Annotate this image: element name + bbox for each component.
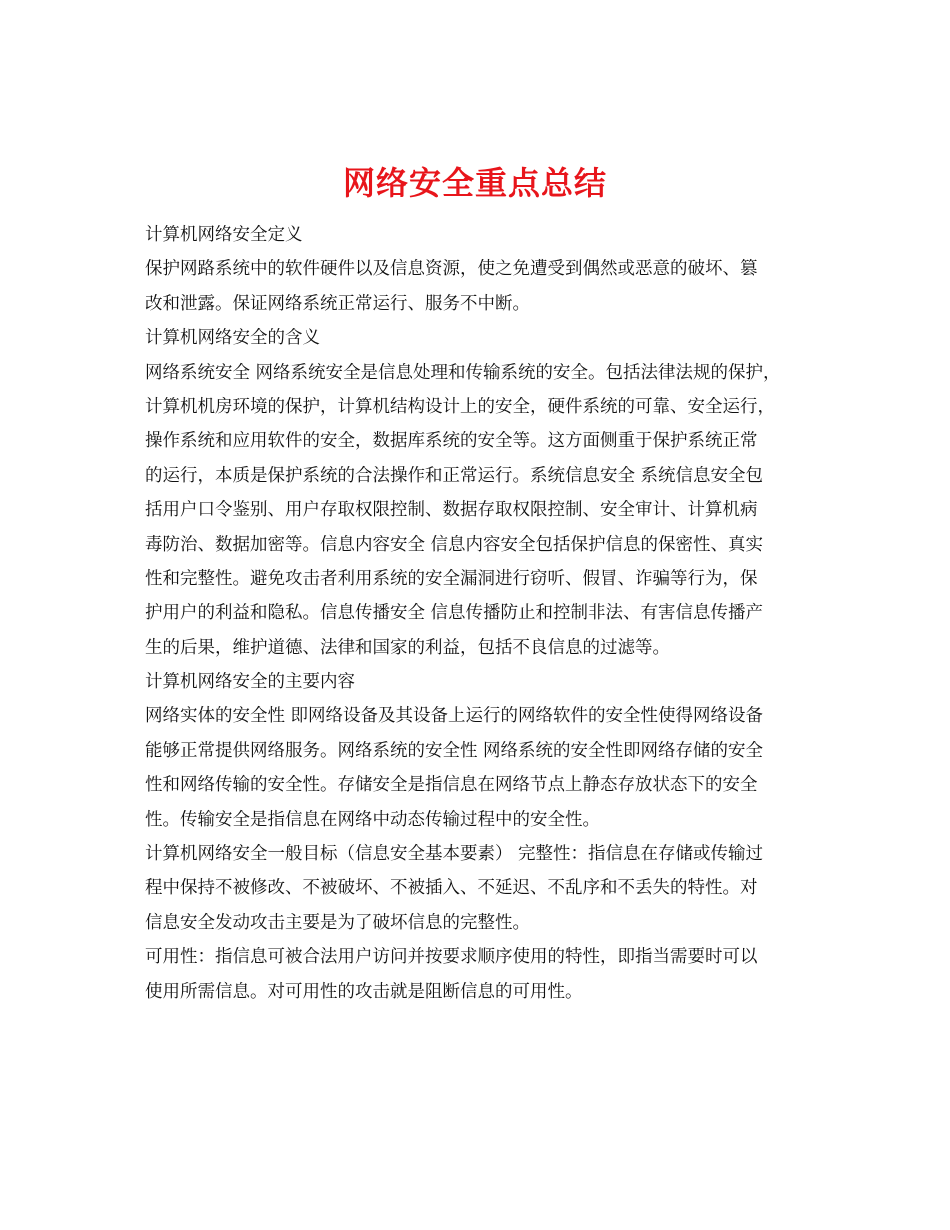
text-line: 网络实体的安全性 即网络设备及其设备上运行的网络软件的安全性使得网络设备 <box>145 706 764 727</box>
text-line: 护用户的利益和隐私。信息传播安全 信息传播防止和控制非法、有害信息传播产 <box>145 603 764 624</box>
text-line: 改和泄露。保证网络系统正常运行、服务不中断。 <box>145 293 530 314</box>
text-line: 生的后果，维护道德、法律和国家的利益，包括不良信息的过滤等。 <box>145 637 670 658</box>
text-line: 性和网络传输的安全性。存储安全是指信息在网络节点上静态存放状态下的安全 <box>145 775 758 796</box>
text-line: 操作系统和应用软件的安全，数据库系统的安全等。这方面侧重于保护系统正常 <box>145 431 758 452</box>
text-line: 计算机网络安全的含义 <box>145 328 320 349</box>
text-line: 计算机网络安全一般目标（信息安全基本要素） 完整性：指信息在存储或传输过 <box>145 844 764 865</box>
text-line: 网络系统安全 网络系统安全是信息处理和传输系统的安全。包括法律法规的保护， <box>145 362 781 383</box>
text-line: 保护网路系统中的软件硬件以及信息资源，使之免遭受到偶然或恶意的破坏、篡 <box>145 259 758 280</box>
text-line: 性。传输安全是指信息在网络中动态传输过程中的安全性。 <box>145 809 600 830</box>
text-line: 使用所需信息。对可用性的攻击就是阻断信息的可用性。 <box>145 981 583 1002</box>
text-line: 括用户口令鉴别、用户存取权限控制、数据存取权限控制、安全审计、计算机病 <box>145 500 758 521</box>
document-title: 网络安全重点总结 <box>342 164 607 203</box>
text-line: 计算机机房环境的保护，计算机结构设计上的安全，硬件系统的可靠、安全运行， <box>145 396 775 417</box>
text-line: 的运行，本质是保护系统的合法操作和正常运行。系统信息安全 系统信息安全包 <box>145 465 764 486</box>
text-line: 信息安全发动攻击主要是为了破坏信息的完整性。 <box>145 912 530 933</box>
text-line: 毒防治、数据加密等。信息内容安全 信息内容安全包括保护信息的保密性、真实 <box>145 534 764 555</box>
text-line: 计算机网络安全定义 <box>145 225 303 245</box>
text-line: 能够正常提供网络服务。网络系统的安全性 网络系统的安全性即网络存储的安全 <box>145 740 764 761</box>
text-line: 计算机网络安全的主要内容 <box>145 672 355 693</box>
text-line: 可用性：指信息可被合法用户访问并按要求顺序使用的特性，即指当需要时可以 <box>145 947 758 968</box>
text-line: 程中保持不被修改、不被破坏、不被插入、不延迟、不乱序和不丢失的特性。对 <box>145 878 758 899</box>
document-body <box>145 218 825 1009</box>
text-line: 性和完整性。避免攻击者利用系统的安全漏洞进行窃听、假冒、诈骗等行为，保 <box>145 568 758 589</box>
